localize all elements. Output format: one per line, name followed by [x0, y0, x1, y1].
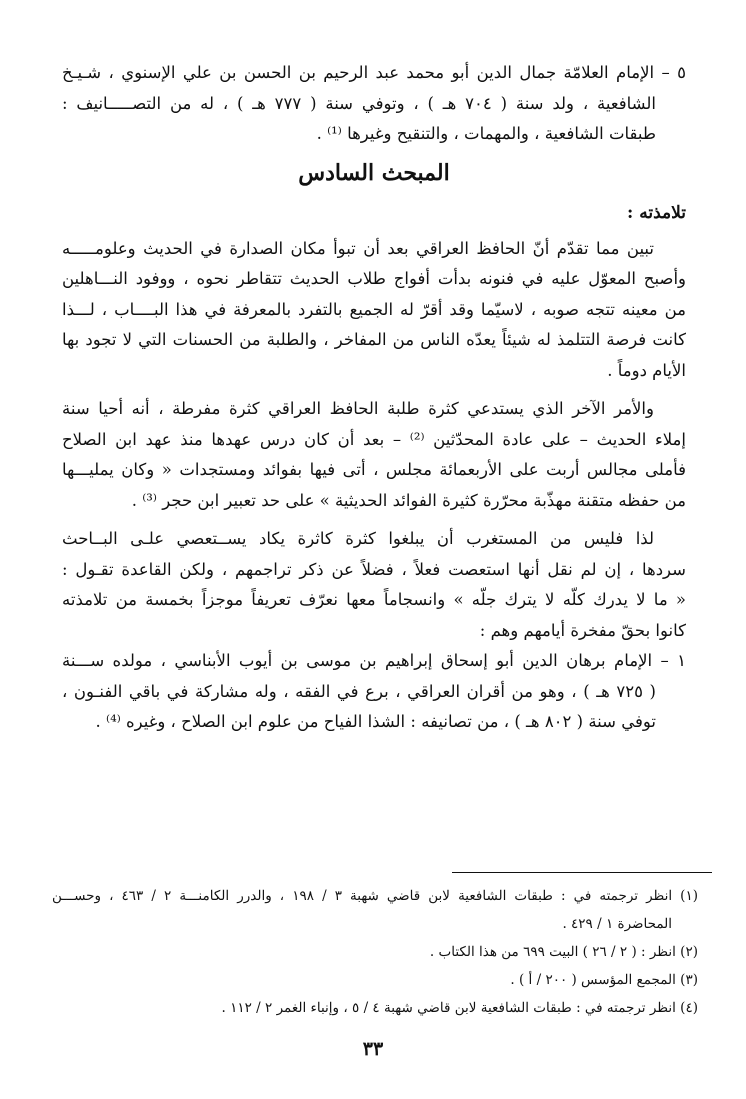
text-line: طبقات الشافعية ، والمهمات ، والتنقيح وغيرها ⁽¹⁾ . — [316, 124, 656, 143]
text-line: سردها ، إن لم نقل أنها استعصت فعلاً ، فضلاً عن ذكر تراجمهم ، ولكن القاعدة تقـول : — [62, 559, 686, 579]
text-line: وأصبح المعوّل عليه في فنونه بدأت أفواج طلاب الحديث تتقاطر نحوه ، ووفود النـــاهلين — [62, 269, 686, 288]
text-line: تبين مما تقدّم أنّ الحافظ العراقي بعد أن تبوأ مكان الصدارة في الحديث وعلومـــــه — [62, 238, 654, 258]
text-line: إملاء الحديث – على عادة المحدّثين ⁽²⁾ – بعد أن كان درس عهدها منذ عهد ابن الصلاح — [62, 429, 686, 449]
text-line: « ما لا يدرك كلّه لا يترك جلّه » وانسجاماً معها نعرّف تعريفاً موجزاً بخمسة من تلامذته — [62, 590, 686, 609]
footnote: (٤) انظر ترجمته في : طبقات الشافعية لابن قاضي شهبة ٤ / ٥ ، وإنباء الغمر ٢ / ١١٢ . — [221, 1000, 698, 1016]
footnote: (١) انظر ترجمته في : طبقات الشافعية لابن قاضي شهبة ٣ / ١٩٨ ، والدرر الكامنـــة ٢ / ٤٦٣ ، وحســـن — [52, 888, 698, 904]
page-body — [62, 58, 686, 738]
text-line: الشافعية ، ولد سنة ( ٧٠٤ هـ ) ، وتوفي سنة ( ٧٧٧ هـ ) ، له من التصـــــانيف : — [62, 93, 656, 113]
text-line: من حفظه متقنة مهذّبة محرّرة كثيرة الفوائد الحديثية » على حد تعبير ابن حجر ⁽³⁾ . — [131, 490, 686, 510]
scholar-item-5 — [62, 58, 686, 150]
paragraph-1 — [62, 234, 686, 387]
text-line: والأمر الآخر الذي يستدعي كثرة طلبة الحافظ العراقي كثرة مفرطة ، أنه أحيا سنة — [62, 399, 654, 418]
footnote-continuation: المحاضرة ١ / ٤٢٩ . — [562, 916, 672, 932]
text-line: لذا فليس من المستغرب أن يبلغوا كثرة كاثرة يكاد يســتعصي علـى البــاحث — [62, 529, 654, 548]
text-line: الأيام دوماً . — [607, 360, 686, 380]
footnote: (٣) المجمع المؤسس ( ٢٠٠ / أ ) . — [510, 972, 698, 988]
page-number: ٣٣ — [362, 1038, 384, 1060]
footnote: (٢) انظر : ( ٢ / ٢٦ ) البيت ٦٩٩ من هذا الكتاب . — [429, 944, 698, 960]
text-line: ٥ – الإمام العلامّة جمال الدين أبو محمد عبد الرحيم بن الحسن بن علي الإسنوي ، شـيـخ — [62, 63, 686, 82]
paragraph-2 — [62, 394, 686, 516]
footnote-divider — [452, 872, 712, 873]
text-line: فأملى مجالس أربت على الأربعمائة مجلس ، أتى فيها بفوائد ومستجدات « وكان يمليـــها — [62, 460, 686, 479]
section-heading: المبحث السادس — [298, 159, 450, 186]
text-line: توفي سنة ( ٨٠٢ هـ ) ، من تصانيفه : الشذا الفياح من علوم ابن الصلاح ، وغيره ⁽⁴⁾ . — [95, 712, 656, 731]
text-line: كانوا بحقّ مفخرة أيامهم وهم : — [479, 620, 686, 640]
text-line: من معينه تتجه صوبه ، لاسيّما وقد أقرّ له الجميع بالتفرد بالمعرفة في هذا البــــاب ، لـــذا — [62, 299, 686, 319]
footnotes — [52, 882, 698, 1022]
section-subheading: تلامذته : — [627, 202, 686, 223]
text-line: ١ – الإمام برهان الدين أبو إسحاق إبراهيم بن موسى بن أيوب الأبناسي ، مولده ســـنة — [62, 651, 686, 670]
paragraph-3 — [62, 524, 686, 646]
student-item-1 — [62, 646, 686, 738]
text-line: كانت فرصة التتلمذ له شيئاً يعدّه الناس من المفاخر ، والطلبة من الحسنات التي لا تجود بها — [62, 330, 686, 349]
text-line: ( ٧٢٥ هـ ) ، وهو من أقران العراقي ، برع في الفقه ، وله مشاركة في باقي الفنـون ، — [62, 681, 656, 701]
